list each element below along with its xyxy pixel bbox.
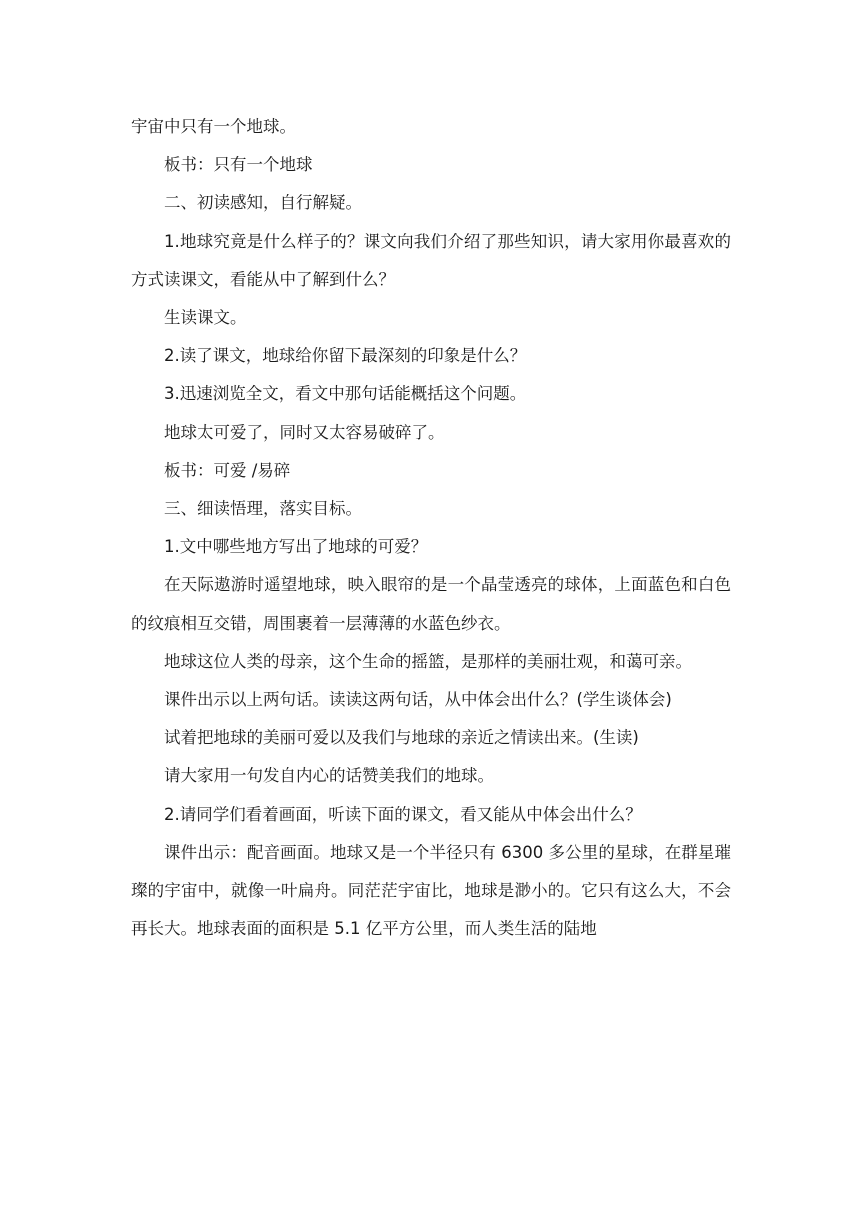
document-body [131, 108, 731, 948]
paragraph-4: 1.地球究竟是什么样子的？课文向我们介绍了那些知识，请大家用你最喜欢的方式读课文，看能从中了解到什么？ [131, 231, 731, 289]
paragraph-9: 板书：可爱 /易碎 [164, 460, 291, 480]
paragraph-5: 生读课文。 [164, 308, 247, 328]
section-heading-2: 二、初读感知，自行解疑。 [164, 193, 362, 213]
paragraph-1: 宇宙中只有一个地球。 [131, 117, 296, 136]
paragraph-6: 2.读了课文，地球给你留下最深刻的印象是什么？ [164, 346, 527, 366]
section-heading-3: 三、细读悟理，落实目标。 [164, 499, 362, 519]
paragraph-8: 地球太可爱了，同时又太容易破碎了。 [164, 422, 445, 442]
paragraph-14: 课件出示以上两句话。读读这两句话，从中体会出什么？(学生谈体会) [164, 690, 672, 710]
paragraph-13: 地球这位人类的母亲，这个生命的摇篮，是那样的美丽壮观，和蔼可亲。 [164, 651, 692, 671]
paragraph-16: 请大家用一句发自内心的话赞美我们的地球。 [164, 766, 494, 786]
paragraph-11: 1.文中哪些地方写出了地球的可爱？ [164, 537, 428, 557]
paragraph-12: 在天际遨游时遥望地球，映入眼帘的是一个晶莹透亮的球体，上面蓝色和白色的纹痕相互交错，周围裹着一层薄薄的水蓝色纱衣。 [131, 575, 731, 633]
paragraph-15: 试着把地球的美丽可爱以及我们与地球的亲近之情读出来。(生读) [164, 728, 639, 748]
paragraph-18: 课件出示：配音画面。地球又是一个半径只有 6300 多公里的星球，在群星璀璨的宇宙中，就像一叶扁舟。同茫茫宇宙比，地球是渺小的。它只有这么大，不会再长大。地球表面的面积是 5.1 亿平方公里，而人类生活的陆地 [131, 842, 731, 939]
paragraph-2: 板书：只有一个地球 [164, 155, 313, 175]
paragraph-7: 3.迅速浏览全文，看文中那句话能概括这个问题。 [164, 384, 527, 404]
paragraph-17: 2.请同学们看着画面，听读下面的课文，看又能从中体会出什么？ [164, 804, 642, 824]
